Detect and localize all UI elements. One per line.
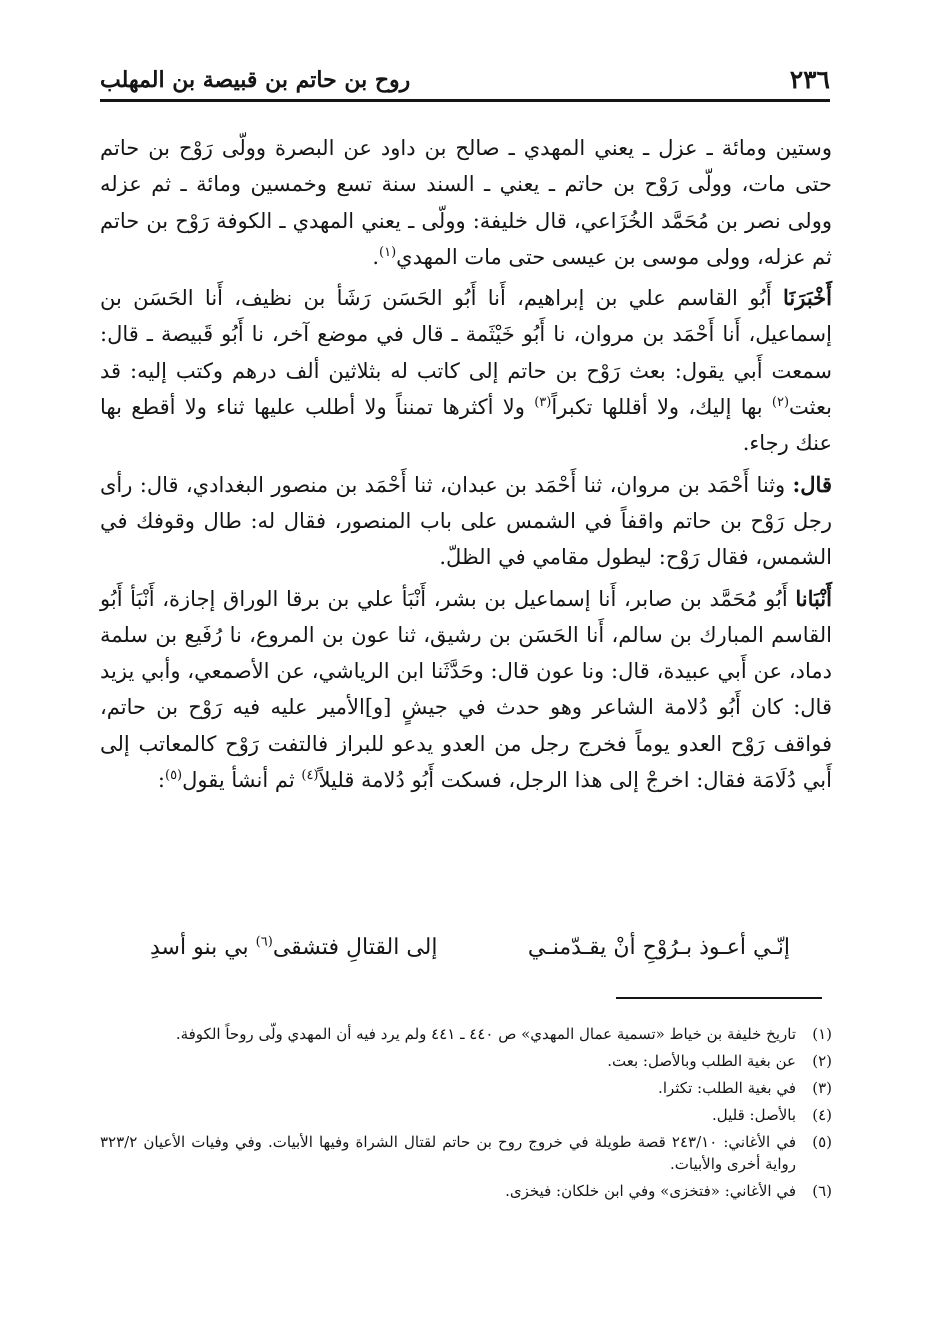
verse-hemistich-second bbox=[150, 928, 437, 968]
footnote-text: في بغية الطلب: تكثرا. bbox=[658, 1079, 796, 1097]
running-title: روح بن حاتم بن قبيصة بن المهلب bbox=[100, 67, 411, 93]
footnote-ref: (٢) bbox=[771, 395, 790, 411]
footnote-number: (٤) bbox=[812, 1106, 832, 1124]
paragraph-text: أَبُو مُحَمَّد بن صابر، أَنا إسماعيل بن بشر، أَنْبَأ علي بن برقا الوراق إجازة، أَنْبَأ أَبُو القاسم المبارك بن سالم، أَنا الحَسَن بن رشيق، ثنا عون بن المروع، نا رُفَيع بن سلمة دماد، عن أَبي عبيدة، قال: ونا عون قال: وحَدَّثَنا ابن الرياشي، عن الأصمعي، وأبي يزيد قال: كان أَبُو دُلامة الشاعر وهو حدث في جيشٍ [و]الأمير عليه فيه رَوْح بن حاتم، فواقف رَوْح العدو يوماً فخرج رجل من العدو يدعو للبراز فالتفت رَوْح كالمعاتب إلى أَبي دُلَامَة فقال: اخرجْ إلى هذا الرجل، فسكت أَبُو دُلامة قليلاً bbox=[100, 586, 832, 793]
footnote-ref: (١) bbox=[379, 244, 397, 260]
isnad-lead-word: أَنْبَانا bbox=[795, 585, 832, 611]
paragraph-text: ثم أنشأ يقول bbox=[182, 768, 302, 793]
paragraph-text: بها إليك، ولا أقللها تكبراً bbox=[551, 395, 772, 420]
footnote-item bbox=[100, 1077, 832, 1099]
verse-hemistich-first: إنّـي أعـوذ بـرُوْحِ أنْ يقـدّمنـي bbox=[527, 935, 790, 960]
main-text bbox=[100, 130, 832, 798]
paragraph-1 bbox=[100, 130, 832, 275]
footnote-item bbox=[100, 1104, 832, 1126]
footnote-number: (٢) bbox=[812, 1052, 832, 1070]
paragraph-text: ولا أكثرها تمنناً ولا أطلب عليها ثناء ولا أقطع بها عنك رجاء. bbox=[100, 395, 832, 456]
isnad-lead-word: قال: bbox=[792, 471, 832, 497]
isnad-lead-word: أَخْبَرَنَا bbox=[783, 285, 832, 311]
paragraph-text: أَبُو القاسم علي بن إبراهيم، أَنا أَبُو الحَسَن رَشَأ بن نظيف، أَنا الحَسَن بن إسماعيل، أَنا أَحْمَد بن مروان، نا أَبُو خَيْثَمة ـ قال في موضع آخر، نا أَبُو قَبيصة ـ قال: سمعت أَبي يقول: بعث رَوْح بن حاتم إلى كاتب له بثلاثين ألف درهم وكتب إليه: قد بعثت bbox=[100, 286, 832, 420]
footnote-text: بالأصل: قليل. bbox=[711, 1106, 796, 1124]
paragraph-4 bbox=[100, 581, 832, 799]
footnote-number: (٥) bbox=[812, 1133, 832, 1151]
page-number: ٢٣٦ bbox=[789, 65, 830, 94]
footnote-text: تاريخ خليفة بن خياط «تسمية عمال المهدي» ص ٤٤٠ ـ ٤٤١ ولم يرد فيه أن المهدي ولّى روحاً الكوفة. bbox=[175, 1025, 796, 1043]
footnote-ref: (٦) bbox=[255, 934, 273, 950]
paragraph-text: وثنا أَحْمَد بن مروان، ثنا أَحْمَد بن عبدان، ثنا أَحْمَد بن منصور البغدادي، قال: رأى رجل رَوْح بن حاتم واقفاً في الشمس على باب المنصور، فقال له: طال وقوفك في الشمس، فقال رَوْح: ليطول مقامي في الظلّ. bbox=[100, 472, 832, 570]
running-header bbox=[100, 62, 830, 98]
paragraph-2 bbox=[100, 280, 832, 461]
footnote-text: في الأغاني: ٢٤٣/١٠ قصة طويلة في خروج روح بن حاتم لقتال الشراة وفيها الأبيات. وفي وفيات الأعيان ٣٢٣/٢ رواية أخرى والأبيات. bbox=[100, 1133, 796, 1173]
verse-text: إلى القتالِ فتشقى bbox=[272, 935, 438, 960]
footnote-ref: (٤) bbox=[301, 768, 319, 784]
footnote-item bbox=[100, 1131, 832, 1175]
paragraph-3 bbox=[100, 467, 832, 576]
poem-verse bbox=[150, 928, 790, 968]
footnote-number: (٦) bbox=[812, 1182, 832, 1200]
paragraph-text: وستين ومائة ـ عزل ـ يعني المهدي ـ صالح بن داود عن البصرة وولّى رَوْح بن حاتم حتى مات، وولّى رَوْح بن حاتم ـ يعني ـ السند سنة تسع وخمسين ومائة ـ ثم عزله وولى نصر بن مُحَمَّد الخُزَاعي، قال خليفة: وولّى ـ يعني المهدي ـ الكوفة رَوْح بن حاتم ثم عزله، وولى موسى بن عيسى حتى مات المهدي bbox=[100, 136, 832, 269]
footnote-item bbox=[100, 1180, 832, 1202]
footnote-ref: (٥) bbox=[164, 768, 183, 784]
paragraph-text: : bbox=[157, 768, 165, 793]
footnote-number: (٣) bbox=[812, 1079, 832, 1097]
footnote-text: عن بغية الطلب وبالأصل: بعت. bbox=[607, 1052, 796, 1070]
footnote-separator bbox=[616, 997, 822, 999]
paragraph-text: . bbox=[372, 244, 380, 269]
verse-text: بي بنو أسدِ bbox=[150, 935, 256, 960]
footnote-ref: (٣) bbox=[534, 395, 552, 411]
footnote-item bbox=[100, 1050, 832, 1072]
footnote-text: في الأغاني: «فتخزى» وفي ابن خلكان: فيخزى. bbox=[505, 1182, 796, 1200]
footnote-number: (١) bbox=[812, 1025, 832, 1043]
footnotes-list bbox=[100, 1023, 832, 1207]
header-rule bbox=[100, 99, 830, 102]
footnote-item bbox=[100, 1023, 832, 1045]
